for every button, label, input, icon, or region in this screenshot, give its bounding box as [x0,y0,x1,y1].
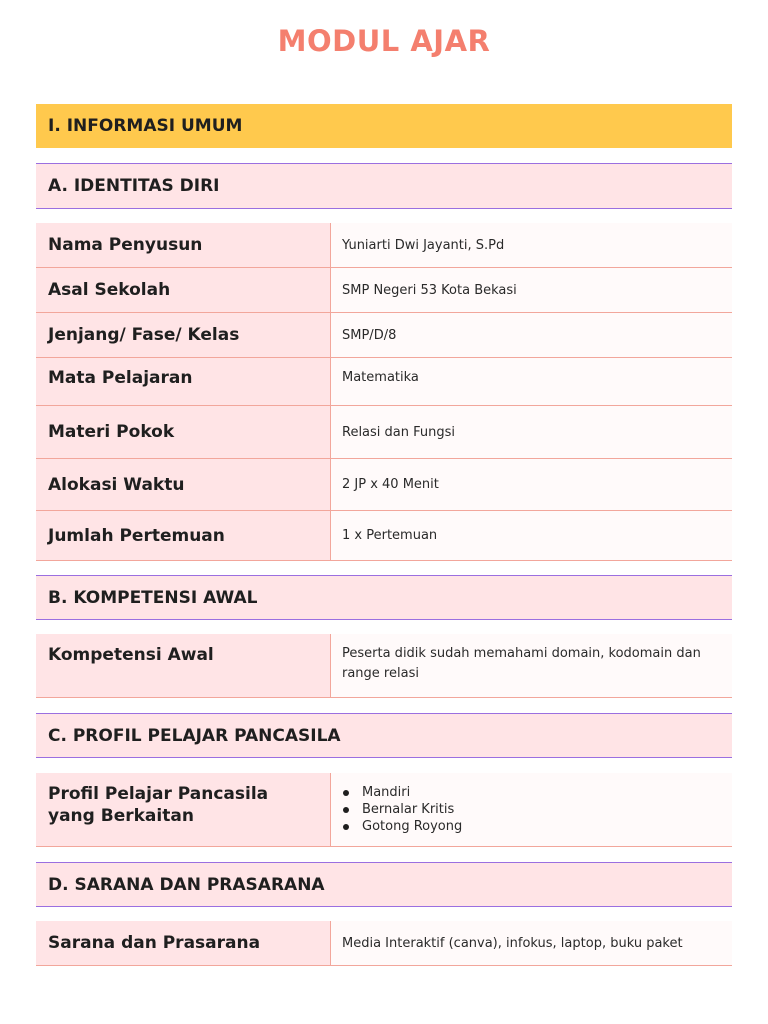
table-row [36,459,732,511]
list-item-label: Bernalar Kritis [362,802,455,817]
list-item-label: Mandiri [362,785,411,800]
bullet-icon [343,824,349,830]
row-value: Relasi dan Fungsi [331,406,732,458]
table-row [36,313,732,358]
row-value: Peserta didik sudah memahami domain, kodomain dan range relasi [331,634,732,697]
table-row [36,358,732,406]
main-section-header: I. INFORMASI UMUM [36,104,732,148]
table-row [36,921,732,966]
row-value: 1 x Pertemuan [331,511,732,560]
row-label: Nama Penyusun [36,223,331,267]
row-label: Jumlah Pertemuan [36,511,331,560]
row-label: Jenjang/ Fase/ Kelas [36,313,331,357]
bullet-icon [343,807,349,813]
row-value: Matematika [331,358,732,405]
list-item [331,818,462,835]
list-item [331,784,462,801]
row-value: 2 JP x 40 Menit [331,459,732,510]
section-header-kompetensi: B. KOMPETENSI AWAL [36,575,732,620]
row-value [331,773,732,846]
table-row [36,406,732,459]
table-row [36,634,732,698]
sarana-table [36,921,732,966]
row-label: Profil Pelajar Pancasila yang Berkaitan [36,773,331,846]
row-label: Alokasi Waktu [36,459,331,510]
table-row [36,511,732,561]
row-label: Mata Pelajaran [36,358,331,405]
list-item-label: Gotong Royong [362,819,463,834]
table-row [36,268,732,313]
profil-table [36,773,732,847]
row-label: Sarana dan Prasarana [36,921,331,965]
row-value: Media Interaktif (canva), infokus, laptop, buku paket [331,921,732,965]
section-header-profil: C. PROFIL PELAJAR PANCASILA [36,713,732,758]
kompetensi-table [36,634,732,698]
identitas-table [36,223,732,561]
bullet-icon [343,790,349,796]
list-item [331,801,462,818]
row-label: Asal Sekolah [36,268,331,312]
row-label: Materi Pokok [36,406,331,458]
table-row [36,223,732,268]
bullet-list [331,784,462,835]
row-value: SMP/D/8 [331,313,732,357]
section-header-identitas: A. IDENTITAS DIRI [36,163,732,209]
row-label: Kompetensi Awal [36,634,331,697]
page-title: MODUL AJAR [277,24,491,58]
row-value: Yuniarti Dwi Jayanti, S.Pd [331,223,732,267]
table-row [36,773,732,847]
row-value: SMP Negeri 53 Kota Bekasi [331,268,732,312]
section-header-sarana: D. SARANA DAN PRASARANA [36,862,732,907]
